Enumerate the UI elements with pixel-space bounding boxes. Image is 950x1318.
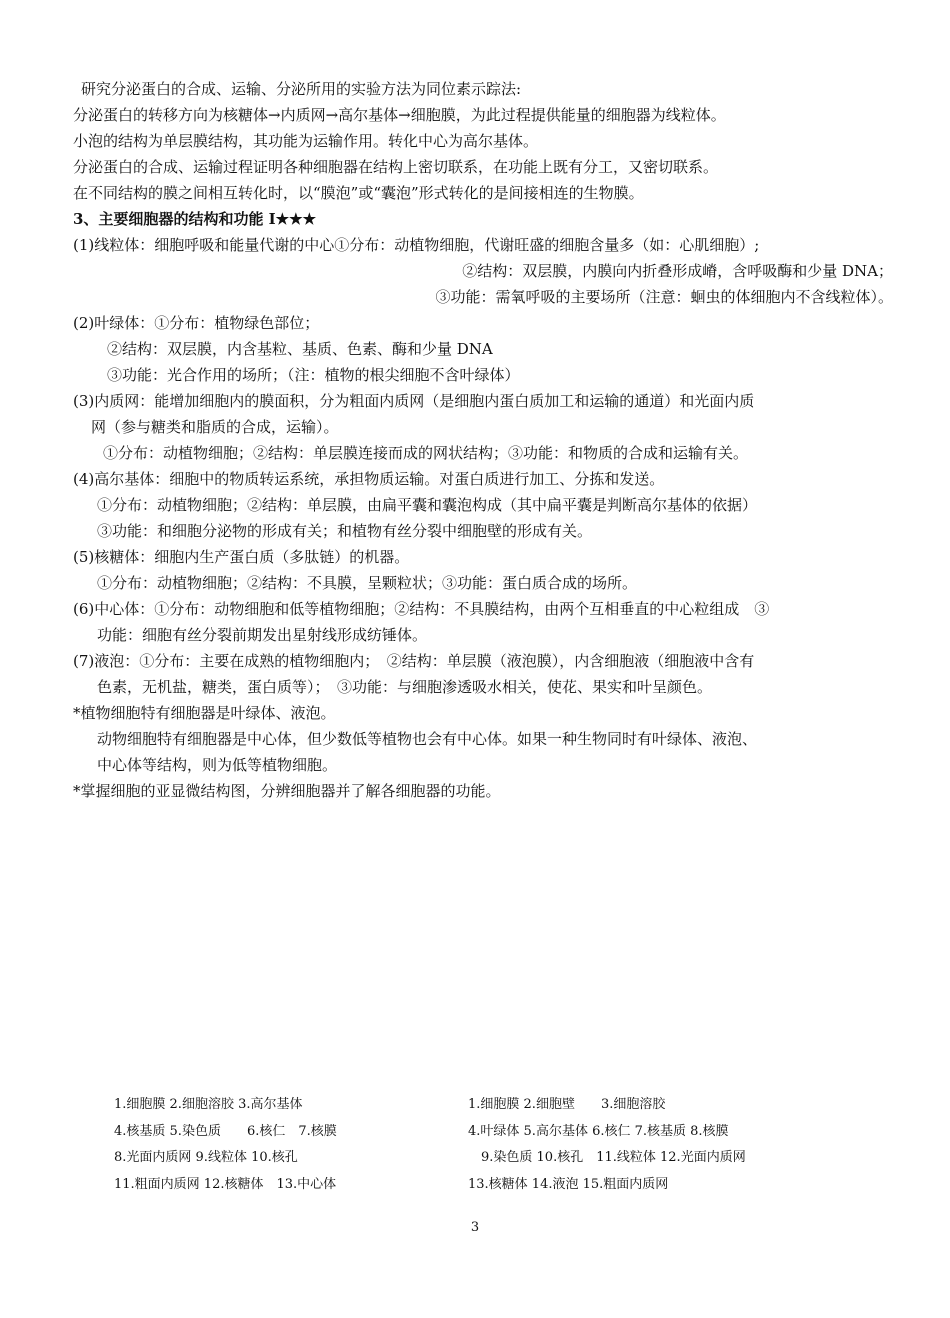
centrosome-line-1: (6)中心体：①分布：动物细胞和低等植物细胞；②结构：不具膜结构，由两个互相垂直的中心粒组成 ③ <box>73 600 770 618</box>
chloroplast-line-2: ②结构：双层膜，内含基粒、基质、色素、酶和少量 DNA <box>107 340 493 358</box>
note-animal-organelles-2: 中心体等结构，则为低等植物细胞。 <box>97 756 338 774</box>
er-line-3: ①分布：动植物细胞；②结构：单层膜连接而成的网状结构；③功能：和物质的合成和运输有关。 <box>103 444 749 462</box>
vacuole-line-2: 色素，无机盐，糖类，蛋白质等）； ③功能：与细胞渗透吸水相关，使花、果实和叶呈颜色。 <box>97 678 713 696</box>
chloroplast-line-1: (2)叶绿体：①分布：植物绿色部位； <box>73 314 320 332</box>
legend-left-row: 1.细胞膜 2.细胞溶胶 3.高尔基体 <box>114 1097 303 1112</box>
golgi-line-3: ③功能：和细胞分泌物的形成有关；和植物有丝分裂中细胞壁的形成有关。 <box>97 522 593 540</box>
centrosome-line-2: 功能：细胞有丝分裂前期发出星射线形成纺锤体。 <box>97 626 428 644</box>
paragraph-membrane: 在不同结构的膜之间相互转化时，以“膜泡”或“囊泡”形式转化的是间接相连的生物膜。 <box>73 184 644 202</box>
note-animal-organelles-1: 动物细胞特有细胞器是中心体，但少数低等植物也会有中心体。如果一种生物同时有叶绿体、液泡、 <box>97 730 758 748</box>
ribosome-line-2: ①分布：动植物细胞；②结构：不具膜，呈颗粒状；③功能：蛋白质合成的场所。 <box>97 574 638 592</box>
vacuole-line-1: (7)液泡：①分布：主要在成熟的植物细胞内； ②结构：单层膜（液泡膜），内含细胞液（细胞液中含有 <box>73 652 755 670</box>
legend-left-row: 4.核基质 5.染色质 6.核仁 7.核膜 <box>114 1123 337 1139</box>
legend-left-row: 8.光面内质网 9.线粒体 10.核孔 <box>114 1150 298 1165</box>
body-text <box>73 76 893 804</box>
mitochondria-line-3: ③功能：需氧呼吸的主要场所（注意：蛔虫的体细胞内不含线粒体）。 <box>435 288 893 306</box>
er-line-1: (3)内质网：能增加细胞内的膜面积，分为粗面内质网（是细胞内蛋白质加工和运输的通道）和光面内质 <box>73 392 755 410</box>
er-line-2: 网（参与糖类和脂质的合成，运输）。 <box>91 418 339 436</box>
legend-left-row: 11.粗面内质网 12.核糖体 13.中心体 <box>114 1176 337 1192</box>
paragraph-vesicle: 小泡的结构为单层膜结构，其功能为运输作用。转化中心为高尔基体。 <box>73 132 539 150</box>
paragraph-transfer-path: 分泌蛋白的转移方向为核糖体→内质网→高尔基体→细胞膜，为此过程提供能量的细胞器为线粒体。 <box>73 106 726 124</box>
note-plant-organelles: *植物细胞特有细胞器是叶绿体、液泡。 <box>73 704 336 722</box>
legend-right-row: 4.叶绿体 5.高尔基体 6.核仁 7.核基质 8.核膜 <box>468 1123 729 1139</box>
note-submicroscopic: *掌握细胞的亚显微结构图，分辨细胞器并了解各细胞器的功能。 <box>73 782 501 800</box>
golgi-line-2: ①分布：动植物细胞；②结构：单层膜，由扁平囊和囊泡构成（其中扁平囊是判断高尔基体的依据） <box>97 496 758 514</box>
page-number: 3 <box>470 1220 480 1235</box>
paragraph-conclusion: 分泌蛋白的合成、运输过程证明各种细胞器在结构上密切联系，在功能上既有分工，又密切联系。 <box>73 158 719 176</box>
ribosome-line-1: (5)核糖体：细胞内生产蛋白质（多肽链）的机器。 <box>73 548 410 566</box>
legend-right-row: 9.染色质 10.核孔 11.线粒体 12.光面内质网 <box>468 1150 746 1165</box>
plant-cell-legend <box>468 1092 746 1198</box>
golgi-line-1: (4)高尔基体：细胞中的物质转运系统，承担物质运输。对蛋白质进行加工、分拣和发送。 <box>73 470 665 488</box>
section-heading: 3、主要细胞器的结构和功能 I★★★ <box>73 210 317 228</box>
mitochondria-line-2: ②结构：双层膜，内膜向内折叠形成嵴，含呼吸酶和少量 DNA； <box>462 262 893 280</box>
animal-cell-legend <box>114 1092 337 1198</box>
chloroplast-line-3: ③功能：光合作用的场所；（注：植物的根尖细胞不含叶绿体） <box>107 366 520 384</box>
mitochondria-line-1: (1)线粒体：细胞呼吸和能量代谢的中心①分布：动植物细胞，代谢旺盛的细胞含量多（如：心肌细胞）; <box>73 236 760 254</box>
paragraph-method: 研究分泌蛋白的合成、运输、分泌所用的实验方法为同位素示踪法: <box>81 80 522 98</box>
legend-right-row: 1.细胞膜 2.细胞壁 3.细胞溶胶 <box>468 1097 666 1112</box>
legend-right-row: 13.核糖体 14.液泡 15.粗面内质网 <box>468 1176 669 1192</box>
